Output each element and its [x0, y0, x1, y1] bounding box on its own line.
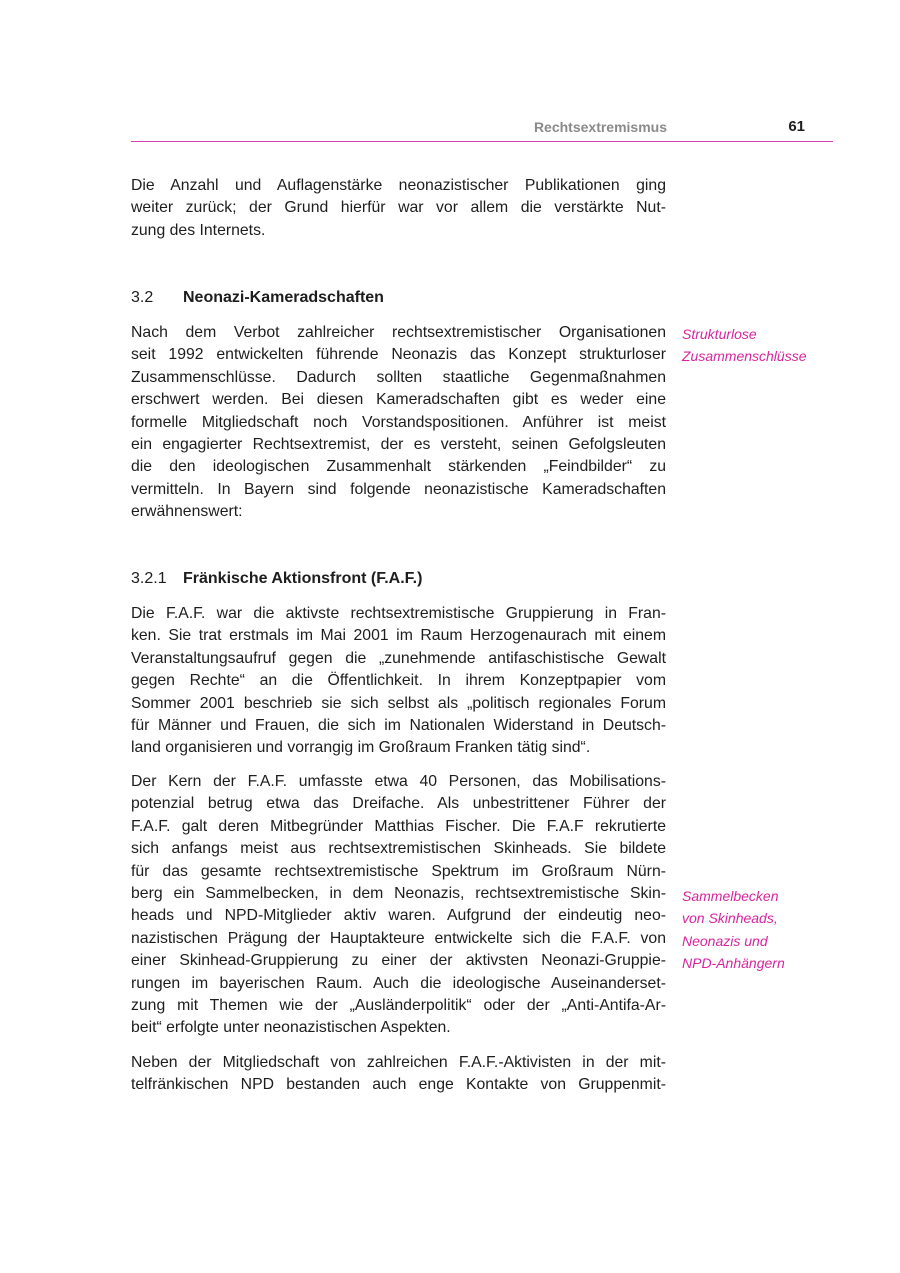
text-line: gegen Rechte“ an die Öffentlichkeit. In ihrem Konzeptpapier vom: [131, 672, 666, 690]
text-line: Der Kern der F.A.F. umfasste etwa 40 Personen, das Mobilisations-: [131, 773, 666, 790]
margin-note-line: von Skinheads,: [682, 910, 778, 927]
text-line: Zusammenschlüsse. Dadurch sollten staatliche Gegenmaßnahmen: [131, 368, 666, 386]
margin-note-line: Sammelbecken: [682, 888, 779, 904]
margin-note-line: Strukturlose: [682, 326, 757, 342]
text-line: Die F.A.F. war die aktivste rechtsextremistische Gruppierung in Fran-: [131, 605, 666, 622]
text-line: zung des Internets.: [131, 221, 266, 239]
text-line: telfränkischen NPD bestanden auch enge Kontakte von Gruppenmit-: [131, 1076, 666, 1094]
margin-note-sammelbecken: [682, 885, 785, 975]
text-line: beit“ erfolgte unter neonazistischen Aspekten.: [131, 1019, 451, 1037]
margin-note-line: NPD-Anhängern: [682, 955, 785, 972]
text-line: die den ideologischen Zusammenhalt stärkenden „Feindbilder“ zu: [131, 458, 666, 476]
section-number: 3.2.1: [131, 570, 167, 587]
text-line: erwähnenswert:: [131, 503, 243, 521]
section-title: Neonazi-Kameradschaften: [183, 289, 384, 306]
text-line: erschwert werden. Bei diesen Kameradschaften gibt es weder eine: [131, 391, 666, 409]
text-line: berg ein Sammelbecken, in dem Neonazis, rechtsextremistische Skin-: [131, 885, 666, 903]
text-line: formelle Mitgliedschaft noch Vorstandspositionen. Anführer ist meist: [131, 413, 666, 431]
section-heading-3-2-1: [131, 570, 422, 588]
section-3-2-1-paragraph-1: [131, 603, 666, 760]
margin-note-line: Neonazis und: [682, 932, 768, 949]
text-line: seit 1992 entwickelten führende Neonazis das Konzept strukturloser: [131, 346, 666, 364]
text-line: F.A.F. galt deren Mitbegründer Matthias Fischer. Die F.A.F rekrutierte: [131, 817, 666, 835]
text-line: Nach dem Verbot zahlreicher rechtsextremistischer Organisationen: [131, 324, 666, 341]
section-title: Fränkische Aktionsfront (F.A.F.): [183, 570, 423, 587]
text-line: vermitteln. In Bayern sind folgende neonazistische Kameradschaften: [131, 480, 666, 498]
text-line: für das gesamte rechtsextremistische Spektrum im Großraum Nürn-: [131, 862, 666, 880]
section-number: 3.2: [131, 289, 154, 306]
text-line: für Männer und Frauen, die sich im Nationalen Widerstand in Deutsch-: [131, 717, 666, 735]
intro-paragraph: [131, 175, 666, 242]
text-line: weiter zurück; der Grund hierfür war vor allem die verstärkte Nut-: [131, 199, 666, 217]
text-line: rungen im bayerischen Raum. Auch die ideologische Auseinanderset-: [131, 974, 666, 992]
text-line: Die Anzahl und Auflagenstärke neonazistischer Publikationen ging: [131, 177, 666, 194]
section-heading-3-2: [131, 289, 384, 307]
text-line: Sommer 2001 beschrieb sie sich selbst als „politisch regionales Forum: [131, 694, 666, 712]
section-3-2-1-paragraph-2: [131, 771, 666, 1040]
text-line: ein engagierter Rechtsextremist, der es versteht, seinen Gefolgsleuten: [131, 436, 666, 454]
text-line: zung mit Themen wie der „Ausländerpolitik“ oder der „Anti-Antifa-Ar-: [131, 997, 666, 1015]
text-line: land organisieren und vorrangig im Großraum Franken tätig sind“.: [131, 739, 591, 757]
text-line: sich anfangs meist aus rechtsextremistischen Skinheads. Sie bildete: [131, 840, 666, 858]
margin-note-strukturlose: [682, 323, 807, 368]
text-line: heads und NPD-Mitglieder aktiv waren. Aufgrund der eindeutig neo-: [131, 907, 666, 925]
text-line: potenzial betrug etwa das Dreifache. Als unbestrittener Führer der: [131, 795, 666, 813]
text-line: einer Skinhead-Gruppierung zu einer der aktivsten Neonazi-Gruppie-: [131, 952, 666, 970]
running-title: Rechtsextremismus: [533, 119, 667, 135]
section-3-2-paragraph: [131, 322, 666, 524]
text-line: ken. Sie trat erstmals im Mai 2001 im Raum Herzogenaurach mit einem: [131, 627, 666, 645]
section-3-2-1-paragraph-3: [131, 1052, 666, 1097]
page-number: 61: [788, 118, 805, 135]
margin-note-line: Zusammenschlüsse: [682, 348, 807, 365]
text-line: Veranstaltungsaufruf gegen die „zunehmende antifaschistische Gewalt: [131, 649, 666, 667]
page-header: [131, 117, 833, 142]
text-line: nazistischen Prägung der Hauptakteure entwickelte sich die F.A.F. von: [131, 929, 666, 947]
text-line: Neben der Mitgliedschaft von zahlreichen F.A.F.-Aktivisten in der mit-: [131, 1054, 666, 1071]
